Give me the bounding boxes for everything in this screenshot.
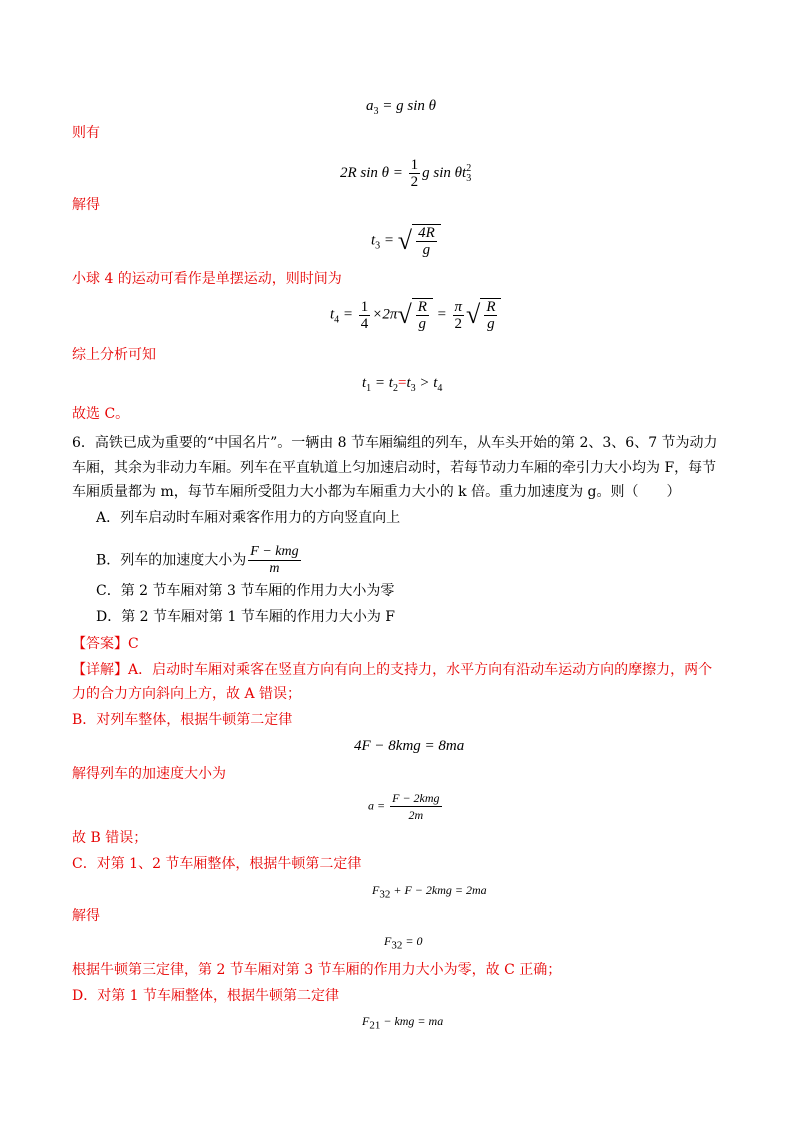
label-jiede-2: 解得	[72, 908, 100, 924]
label-summary: 综上分析可知	[72, 347, 156, 363]
detail-line-2: 力的合力方向斜向上方，故 A 错误；	[72, 686, 302, 702]
equation-f21: $F_{21}$ − kmg = ma	[362, 1014, 444, 1032]
equation-a: a = $\frac{\text{F − 2kmg}}{2m}$	[368, 791, 440, 822]
detail-b: B．对列车整体，根据牛顿第二定律	[72, 712, 293, 728]
equation-f32-zero: $F_{32} = 0$	[384, 934, 423, 952]
detail-line-1: 【详解】A．启动时车厢对乘客在竖直方向有向上的支持力，水平方向有沿动车运动方向的摩擦力，两个	[72, 662, 713, 678]
label-accel: 解得列车的加速度大小为	[72, 766, 226, 782]
equation-f32: $F_{32} + F - 2kmg = 2ma$	[372, 883, 487, 901]
equation-a3: $a_3 = g$ sin θ	[366, 98, 436, 117]
detail-c-conclusion: 根据牛顿第三定律，第 2 节车厢对第 3 节车厢的作用力大小为零，故 C 正确；	[72, 962, 562, 978]
equation-compare: $t_1 = t_2=t_3 > t_4$	[362, 375, 443, 394]
fraction-half: $\frac{1}{2}$	[410, 157, 419, 190]
option-b-fraction: $\frac{\text{F − kmg}}{m}$	[250, 544, 299, 576]
option-c: C．第 2 节车厢对第 3 节车厢的作用力大小为零	[96, 583, 395, 599]
label-jiede-1: 解得	[72, 197, 100, 213]
detail-d: D．对第 1 节车厢整体，根据牛顿第二定律	[72, 988, 340, 1004]
question-6-line-3: 车厢质量都为 m，每节车厢所受阻力大小都为车厢重力大小的 k 倍。重力加速度为 g。则（ ）	[72, 484, 681, 500]
question-6-line-2: 车厢，其余为非动力车厢。列车在平直轨道上匀加速启动时，若每节动力车厢的牵引力大小均为 F，每节	[72, 460, 717, 476]
option-d: D．第 2 节车厢对第 1 节车厢的作用力大小为 F	[96, 609, 396, 625]
sqrt-4r-g: √ $\frac{4R}{g}$	[398, 224, 441, 258]
label-zeyou: 则有	[72, 125, 100, 141]
equation-t3: $t_3$ = √ $\frac{4R}{g}$	[371, 224, 441, 258]
equation-2r-sin: 2R sin θ = $\frac{1}{2}$ g $\sin \theta t_3^2$	[340, 157, 472, 190]
option-a: A．列车启动时车厢对乘客作用力的方向竖直向上	[96, 510, 401, 526]
label-choice-c: 故选 C。	[72, 406, 130, 422]
label-ball4: 小球 4 的运动可看作是单摆运动，则时间为	[72, 271, 342, 287]
question-6-line-1: 6．高铁已成为重要的“中国名片”。一辆由 8 节车厢编组的列车，从车头开始的第 2、3、6、7 节为动力	[72, 435, 718, 451]
equation-t4: $t_4$ = $\frac{1}{4}$ ×2π√ $\frac{R}{g}$ = $\frac{\pi}{2}$ √ $\frac{R}{g}$	[330, 298, 501, 332]
option-b: B．列车的加速度大小为 $\frac{\text{F − kmg}}{m}$	[96, 544, 299, 576]
equation-4f: 4F − 8kmg = 8ma	[354, 738, 465, 754]
label-b-wrong: 故 B 错误；	[72, 830, 148, 846]
answer: 【答案】C	[72, 636, 139, 652]
detail-c: C．对第 1、2 节车厢整体，根据牛顿第二定律	[72, 856, 362, 872]
